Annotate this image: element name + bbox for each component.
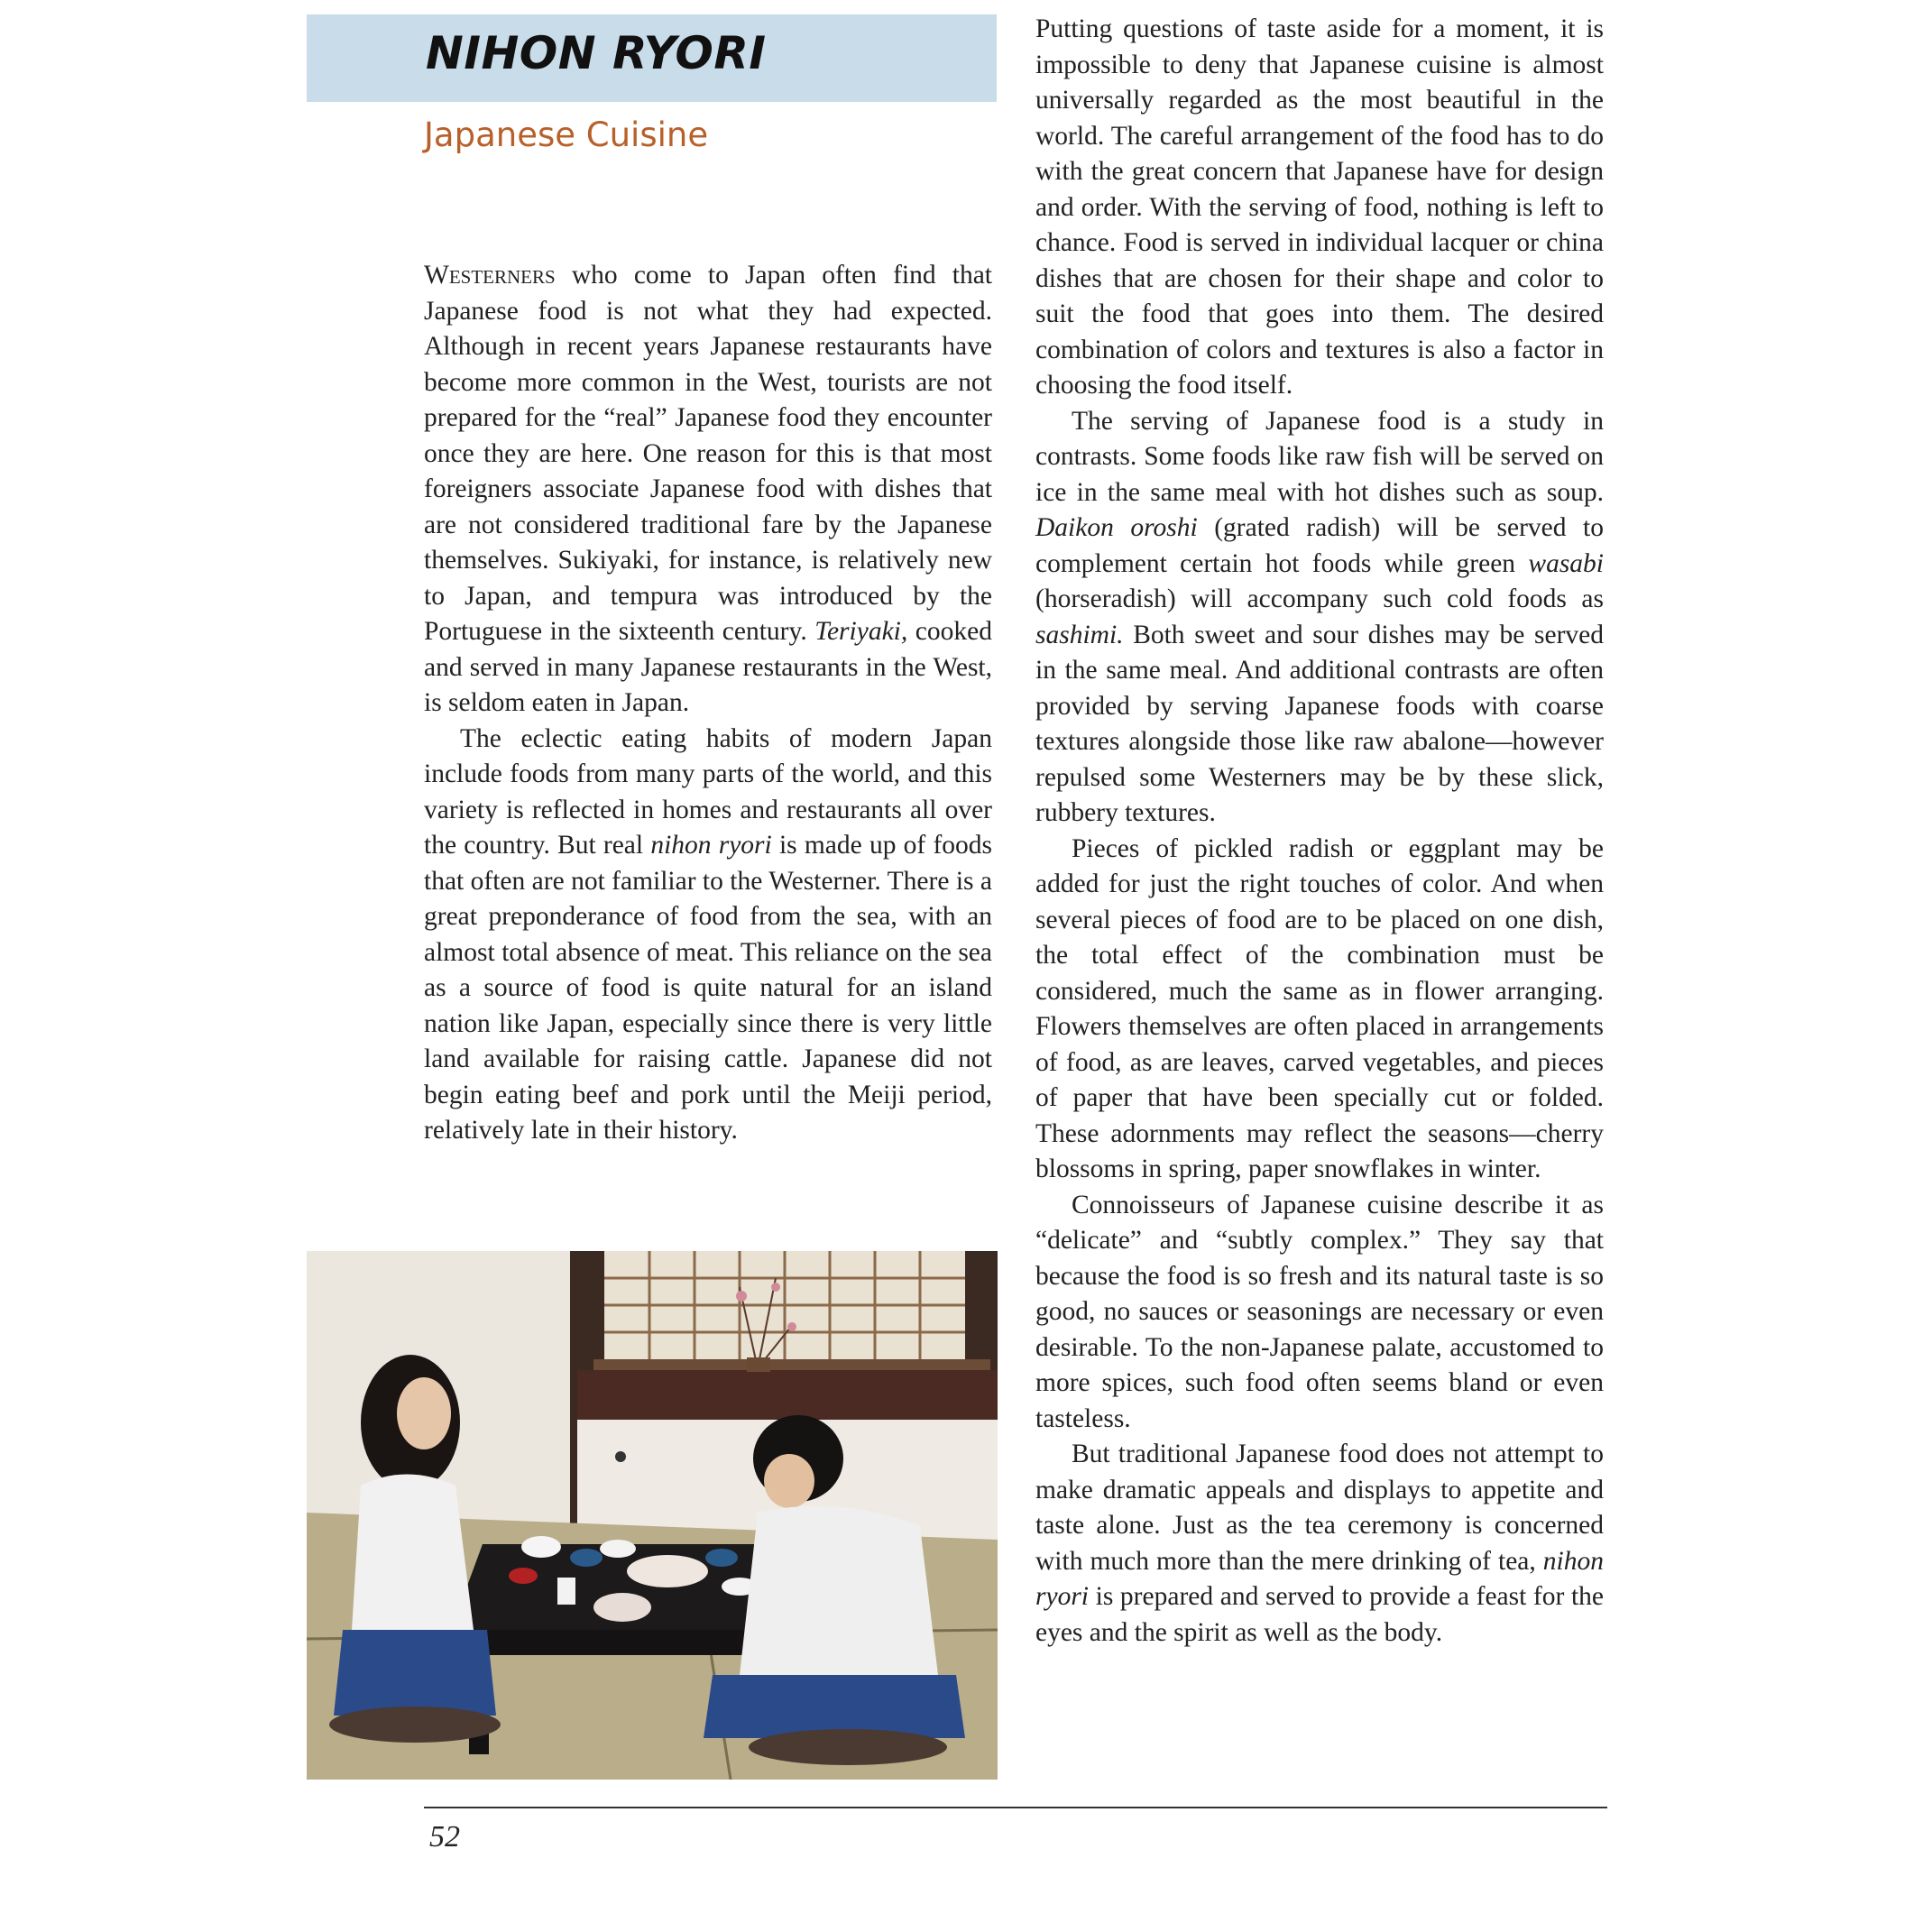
italic-term: nihon ryori [650,831,772,860]
paragraph: The serving of Japanese food is a study in contrasts. Some foods like raw fish will be served on ice in the same meal with hot dishes such as soup. Daikon oroshi (grated radish) will be served to complement certain hot foods while green wasabi (horseradish) will accompany such cold foods as sashimi. Both sweet and sour dishes may be served in the same meal. And additional contrasts are often provided by serving Japanese foods with coarse textures alongside those like raw abalone—however repulsed some Westerners may be by these slick, rubbery textures. [1035,406,1604,827]
page-number: 52 [429,1820,460,1854]
italic-term: Teriyaki, [814,617,908,646]
dining-photo [307,1251,998,1780]
page-subtitle: Japanese Cuisine [424,115,709,154]
paragraph: Connoisseurs of Japanese cuisine describe it as “delicate” and “subtly complex.” They say that because the food is so fresh and its natural taste is so good, no sauces or seasonings are necessary or even desirable. To the non-Japanese palate, accustomed to more spices, such food often seems bland or even tasteless. [1035,1190,1604,1433]
paragraph: Westerners who come to Japan often find that Japanese food is not what they had expected. Although in recent years Japanese restaurants have become more common in the West, tourists are not prepared for the “real” Japanese food they encounter once they are here. One reason for this is that most foreigners associate Japanese food with dishes that are not considered traditional fare by the Japanese themselves. Sukiyaki, for instance, is relatively new to Japan, and tempura was introduced by the Portuguese in the sixteenth century. Teriyaki, cooked and served in many Japanese restaurants in the West, is seldom eaten in Japan. [424,261,992,717]
italic-term: nihon ryori [1035,1546,1604,1611]
paragraph: The eclectic eating habits of modern Japan include foods from many parts of the world, and this variety is reflected in homes and restaurants all over the country. But real nihon ryori is made up of foods that often are not familiar to the Westerner. There is a great preponderance of food from the sea, with an almost total absence of meat. This reliance on the sea as a source of food is quite natural for an island nation like Japan, especially since there is very little land available for raising cattle. Japanese did not begin eating beef and pork until the Meiji period, relatively late in their history. [424,723,992,1145]
italic-term: Daikon oroshi [1035,513,1198,542]
left-column [424,258,992,1149]
paragraph: Putting questions of taste aside for a moment, it is impossible to deny that Japanese cuisine is almost universally regarded as the most beautiful in the world. The careful arrangement of the food has to do with the great concern that Japanese have for design and order. With the serving of food, nothing is left to chance. Food is served in individual lacquer or china dishes that are chosen for their shape and color to suit the food that goes into them. The desired combination of colors and textures is also a factor in choosing the food itself. [1035,14,1604,400]
lead-in: Westerners [424,261,556,290]
right-column [1035,12,1604,1651]
footer-rule [424,1807,1607,1808]
italic-term: sashimi. [1035,620,1124,649]
page-title: NIHON RYORI [426,27,767,79]
paragraph: But traditional Japanese food does not attempt to make dramatic appeals and displays to appetite and taste alone. Just as the tea ceremony is concerned with much more than the mere drinking of tea, nihon ryori is prepared and served to provide a feast for the eyes and the spirit as well as the body. [1035,1440,1604,1647]
paragraph: Pieces of pickled radish or eggplant may be added for just the right touches of color. And when several pieces of food are to be placed on one dish, the total effect of the combination must be considered, much the same as in flower arranging. Flowers themselves are often placed in arrangements of food, as are leaves, carved vegetables, and pieces of paper that have been specially cut or folded. These adornments may reflect the seasons—cherry blossoms in spring, paper snowflakes in winter. [1035,833,1604,1183]
italic-term: wasabi [1528,548,1604,578]
